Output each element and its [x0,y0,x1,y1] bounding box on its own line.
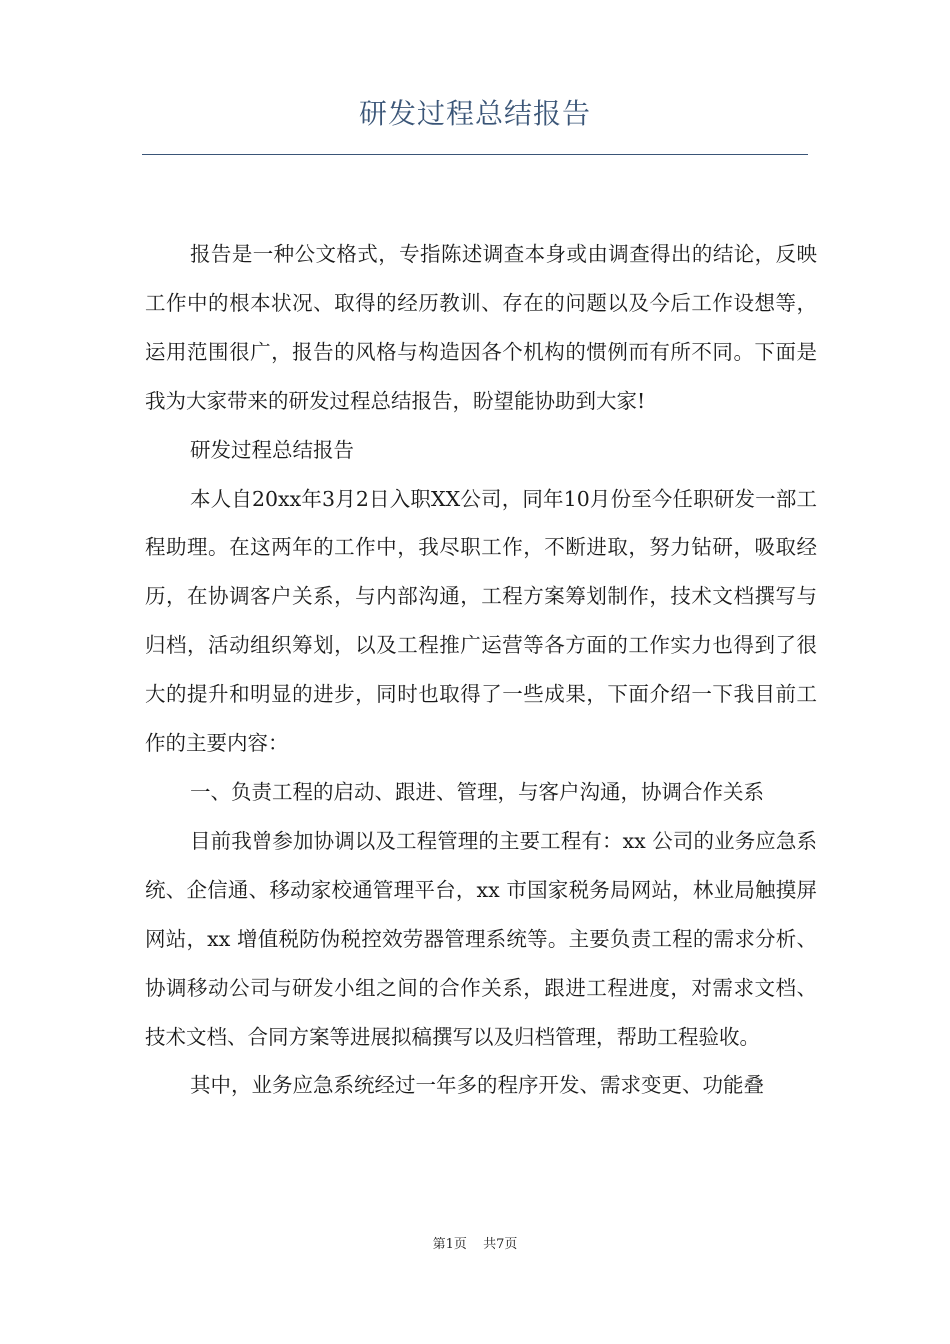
paragraph-projects: 目前我曾参加协调以及工程管理的主要工程有：xx 公司的业务应急系统、企信通、移动家校通管理平台，xx 市国家税务局网站，林业局触摸屏网站，xx 增值税防伪税控效劳器管理系统等。主要负责工程的需求分析、协调移动公司与研发小组之间的合作关系，跟进工程进度，对需求文档、技术文档、合同方案等进展拟稿撰写以及归档管理，帮助工程验收。 [145,828,817,1049]
document-body [145,230,817,1110]
section-heading-1: 一、负责工程的启动、跟进、管理，与客户沟通，协调合作关系 [190,779,764,804]
page-number: 第1页 [432,1237,467,1252]
page-footer [0,1233,950,1252]
paragraph-self-introduction: 本人自20xx年3月2日入职XX公司，同年10月份至今任职研发一部工程助理。在这两年的工作中，我尽职工作，不断进取，努力钻研，吸取经历，在协调客户关系，与内部沟通，工程方案筹划制作，技术文档撰写与归档，活动组织筹划，以及工程推广运营等各方面的工作实力也得到了很大的提升和明显的进步，同时也取得了一些成果，下面介绍一下我目前工作的主要内容： [145,486,817,756]
title-divider [142,154,808,155]
paragraph-intro: 报告是一种公文格式，专指陈述调查本身或由调查得出的结论，反映工作中的根本状况、取得的经历教训、存在的问题以及今后工作设想等，运用范围很广，报告的风格与构造因各个机构的惯例而有所不同。下面是我为大家带来的研发过程总结报告，盼望能协助到大家! [145,242,817,413]
document-title: 研发过程总结报告 [358,97,591,130]
paragraph-subheading: 研发过程总结报告 [190,437,354,462]
paragraph-continued: 其中，业务应急系统经过一年多的程序开发、需求变更、功能叠 [190,1073,764,1098]
page-total: 共7页 [483,1237,518,1252]
